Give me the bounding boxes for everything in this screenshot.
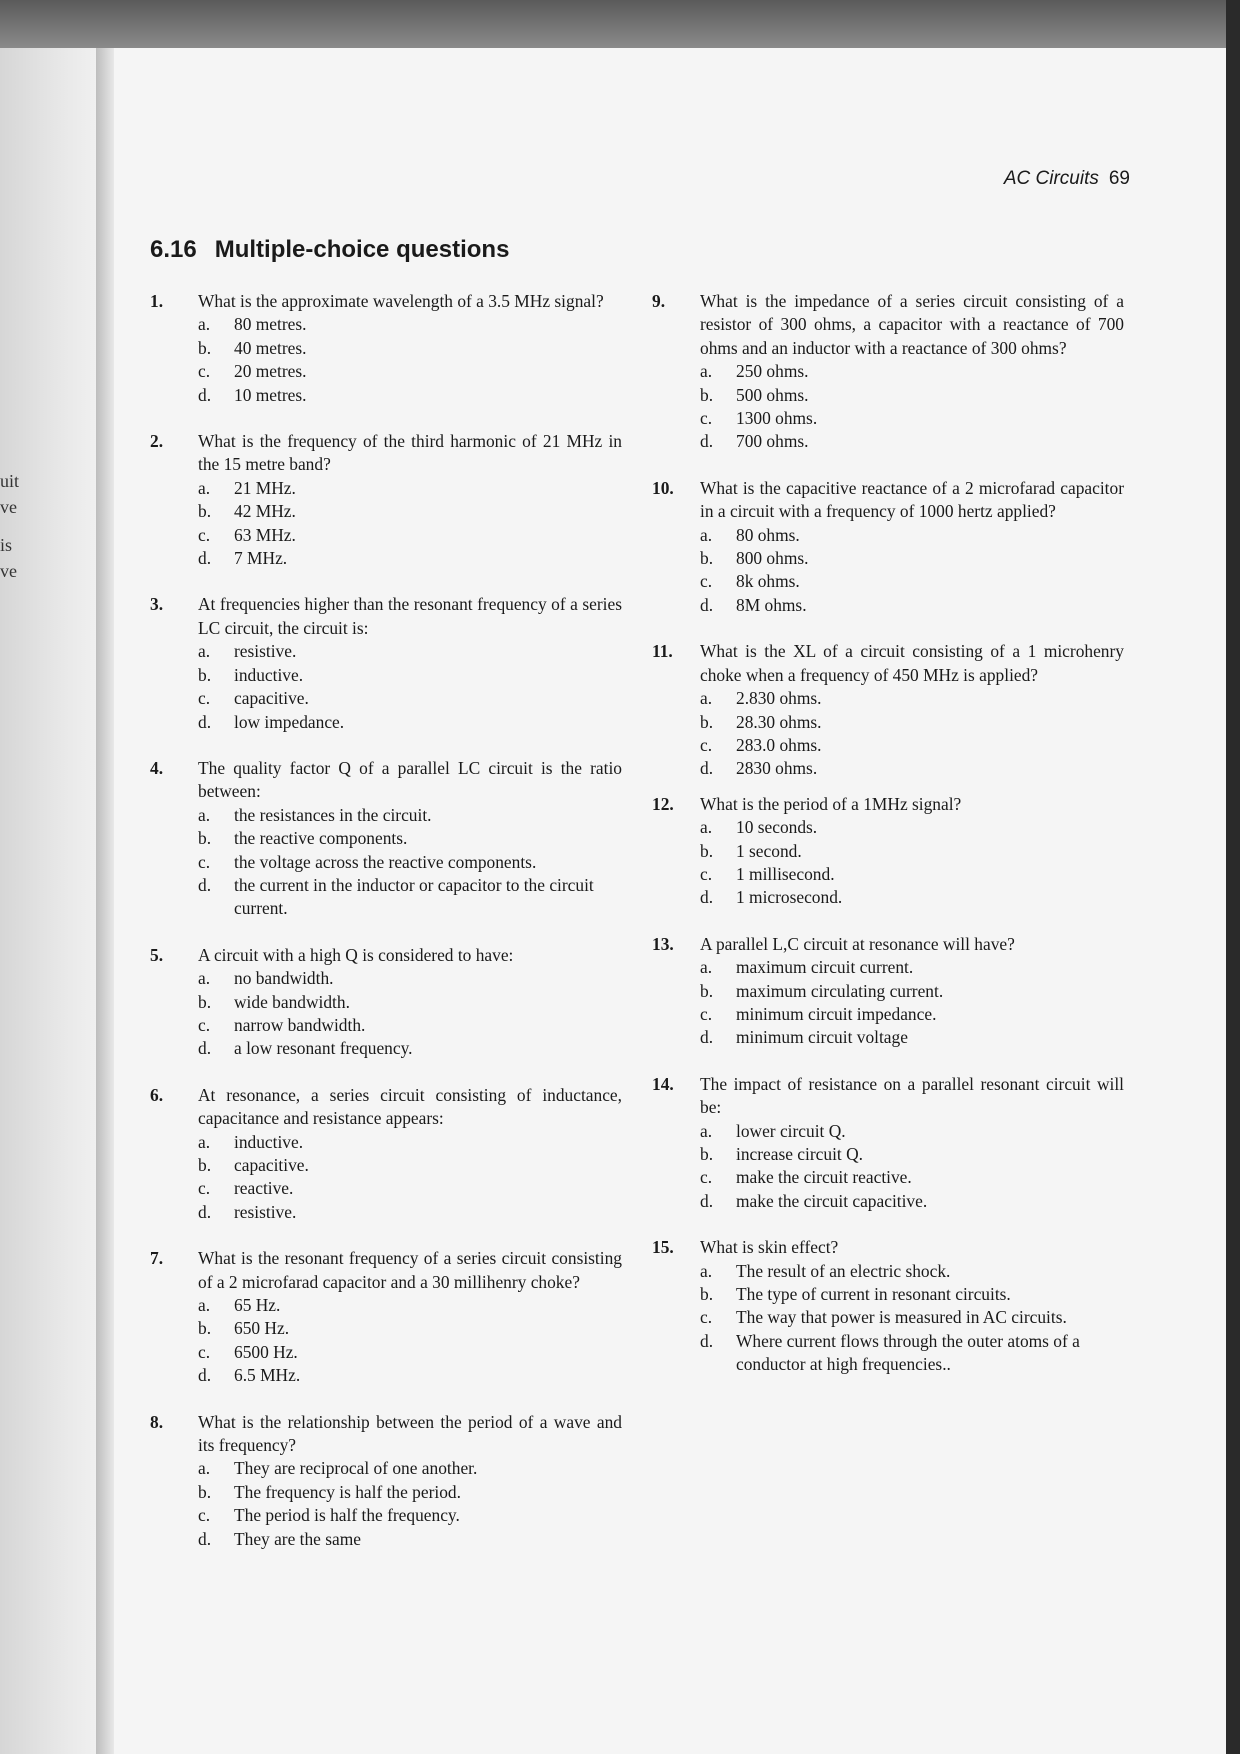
option-text: resistive. <box>234 1201 297 1222</box>
option-text: resistive. <box>234 641 297 662</box>
answer-option <box>198 1177 622 1200</box>
option-letter: a. <box>700 688 713 709</box>
option-letter: d. <box>198 711 212 732</box>
option-letter: c. <box>198 1178 211 1199</box>
answer-option <box>700 886 1124 909</box>
answer-option <box>198 804 622 827</box>
question-item <box>652 477 1124 617</box>
option-text: a low resonant frequency. <box>234 1038 413 1059</box>
option-letter: b. <box>700 840 714 861</box>
answer-option <box>700 1143 1124 1166</box>
question-item <box>150 1084 622 1224</box>
answer-option <box>198 1481 622 1504</box>
option-letter: c. <box>198 524 211 545</box>
option-text: the voltage across the reactive components. <box>234 851 537 872</box>
option-text: capacitive. <box>234 1155 309 1175</box>
answer-option <box>700 384 1124 407</box>
answer-option <box>198 687 622 710</box>
question-text: The quality factor Q of a parallel LC circuit is the ratio between: <box>198 757 622 802</box>
question-number: 15. <box>652 1237 674 1258</box>
answer-option <box>700 711 1124 734</box>
answer-option <box>198 1504 622 1527</box>
question-item <box>652 290 1124 454</box>
option-letter: a. <box>198 314 211 335</box>
question-item <box>652 1073 1124 1213</box>
answer-option <box>198 1364 622 1387</box>
option-letter: b. <box>198 828 212 849</box>
option-text: 10 metres. <box>234 384 307 405</box>
right-column <box>652 290 1124 1377</box>
question-text: What is the impedance of a series circuit consisting of a resistor of 300 ohms, a capacitor with a reactance of 700 ohms and an inductor with a reactance of 300 ohms? <box>700 291 1124 358</box>
option-letter: c. <box>198 1341 211 1362</box>
answer-option <box>700 1330 1124 1377</box>
answer-option <box>198 313 622 336</box>
answer-option <box>700 524 1124 547</box>
question-number: 6. <box>150 1084 164 1105</box>
answer-option <box>198 851 622 874</box>
answer-option <box>198 711 622 734</box>
option-letter: a. <box>700 524 713 545</box>
scanner-top-shadow <box>0 0 1240 48</box>
option-letter: c. <box>700 734 713 755</box>
answer-option <box>198 524 622 547</box>
answer-option <box>198 384 622 407</box>
answer-option <box>198 967 622 990</box>
answer-option <box>198 500 622 523</box>
question-text: What is the approximate wavelength of a 3.5 MHz signal? <box>198 291 604 311</box>
option-letter: a. <box>700 957 713 978</box>
answer-option <box>198 1037 622 1060</box>
question-number: 5. <box>150 944 164 965</box>
answer-option <box>700 1260 1124 1283</box>
option-text: 80 metres. <box>234 314 307 335</box>
question-text: What is the period of a 1MHz signal? <box>700 793 962 814</box>
option-letter: a. <box>700 1120 713 1141</box>
option-text: wide bandwidth. <box>234 991 350 1012</box>
option-text: 10 seconds. <box>736 817 818 838</box>
question-text: What is the resonant frequency of a series circuit consisting of a 2 microfarad capacitor and a 30 millihenry choke? <box>198 1248 622 1292</box>
option-letter: a. <box>198 1458 211 1479</box>
question-number: 14. <box>652 1073 674 1094</box>
option-text: minimum circuit voltage <box>736 1027 908 1048</box>
answer-option <box>700 407 1124 430</box>
answer-option <box>700 570 1124 593</box>
answer-option <box>700 816 1124 839</box>
option-letter: a. <box>198 641 211 662</box>
option-letter: c. <box>700 1307 713 1328</box>
answer-option <box>198 827 622 850</box>
answer-option <box>198 664 622 687</box>
question-text: The impact of resistance on a parallel resonant circuit will be: <box>700 1073 1124 1118</box>
question-number: 11. <box>652 641 673 662</box>
option-letter: b. <box>700 711 714 732</box>
option-letter: d. <box>198 1365 212 1386</box>
question-text: What is the XL of a circuit consisting of a 1 microhenry choke when a frequency of 450 MHz is applied? <box>700 641 1124 685</box>
option-letter: d. <box>198 1038 212 1059</box>
answer-option <box>198 1341 622 1364</box>
answer-option <box>700 1306 1124 1329</box>
option-letter: c. <box>700 571 713 592</box>
answer-option <box>700 734 1124 757</box>
option-letter: a. <box>700 1260 713 1281</box>
answer-option <box>700 1026 1124 1049</box>
answer-option <box>198 1317 622 1340</box>
question-number: 7. <box>150 1248 164 1269</box>
question-item <box>150 430 622 570</box>
option-text: The way that power is measured in AC circuits. <box>736 1307 1067 1328</box>
answer-option <box>198 1457 622 1480</box>
answer-option <box>198 1014 622 1037</box>
option-text: no bandwidth. <box>234 968 334 989</box>
option-letter: d. <box>700 758 714 779</box>
chapter-title: AC Circuits <box>1003 168 1099 189</box>
question-text: What is the capacitive reactance of a 2 microfarad capacitor in a circuit with a frequency of 1000 hertz applied? <box>700 477 1124 522</box>
answer-option <box>198 1294 622 1317</box>
option-letter: c. <box>198 361 211 382</box>
question-text: What is the relationship between the period of a wave and its frequency? <box>198 1411 622 1456</box>
option-text: 40 metres. <box>234 337 307 358</box>
option-text: 500 ohms. <box>736 384 809 405</box>
option-letter: b. <box>198 1155 212 1175</box>
option-text: 1 second. <box>736 840 802 861</box>
question-item <box>652 793 1124 910</box>
option-text: 80 ohms. <box>736 524 800 545</box>
question-number: 13. <box>652 933 674 954</box>
option-text: increase circuit Q. <box>736 1144 863 1164</box>
option-text: 65 Hz. <box>234 1295 281 1316</box>
option-text: maximum circuit current. <box>736 957 914 978</box>
answer-option <box>198 1131 622 1154</box>
question-number: 4. <box>150 757 164 778</box>
option-letter: b. <box>700 384 714 405</box>
option-text: capacitive. <box>234 688 309 709</box>
option-text: minimum circuit impedance. <box>736 1003 937 1024</box>
option-letter: d. <box>198 1528 212 1549</box>
option-letter: b. <box>700 1284 714 1305</box>
option-text: reactive. <box>234 1178 294 1199</box>
question-text: What is the frequency of the third harmonic of 21 MHz in the 15 metre band? <box>198 431 622 475</box>
option-letter: a. <box>700 817 713 838</box>
answer-option <box>700 840 1124 863</box>
answer-option <box>700 1166 1124 1189</box>
answer-option <box>700 757 1124 780</box>
option-letter: c. <box>700 1167 713 1188</box>
option-letter: d. <box>198 874 212 895</box>
question-number: 9. <box>652 291 666 311</box>
option-text: The period is half the frequency. <box>234 1505 460 1526</box>
option-letter: a. <box>198 804 211 825</box>
option-text: 20 metres. <box>234 361 307 382</box>
option-letter: c. <box>700 408 713 429</box>
option-letter: d. <box>700 1027 714 1048</box>
option-letter: b. <box>198 1318 212 1339</box>
answer-option <box>700 863 1124 886</box>
answer-option <box>198 1201 622 1224</box>
option-text: 6.5 MHz. <box>234 1365 301 1386</box>
question-item <box>150 290 622 407</box>
question-item <box>150 757 622 921</box>
option-letter: a. <box>700 361 713 382</box>
option-letter: b. <box>198 501 212 522</box>
option-text: 21 MHz. <box>234 477 296 498</box>
question-number: 2. <box>150 431 164 452</box>
option-letter: c. <box>198 688 211 709</box>
question-item <box>150 944 622 1061</box>
option-letter: a. <box>198 477 211 498</box>
option-letter: d. <box>700 1190 714 1211</box>
option-text: 1 microsecond. <box>736 887 843 908</box>
option-text: 63 MHz. <box>234 524 296 545</box>
option-letter: c. <box>700 1003 713 1024</box>
option-text: They are the same <box>234 1528 361 1549</box>
option-letter: b. <box>198 991 212 1012</box>
option-letter: b. <box>198 664 212 685</box>
option-text: the reactive components. <box>234 828 408 849</box>
option-letter: d. <box>700 1330 714 1351</box>
question-item <box>150 1411 622 1551</box>
answer-option <box>700 1190 1124 1213</box>
option-text: 8k ohms. <box>736 571 800 592</box>
option-text: 8M ohms. <box>736 594 807 615</box>
question-item <box>652 1236 1124 1376</box>
page-number: 69 <box>1108 168 1130 189</box>
option-text: 1 millisecond. <box>736 863 835 884</box>
option-text: 7 MHz. <box>234 548 288 569</box>
answer-option <box>700 1283 1124 1306</box>
scanner-right-edge <box>1226 0 1240 1754</box>
option-text: the resistances in the circuit. <box>234 804 432 825</box>
answer-option <box>198 1154 622 1177</box>
option-text: The frequency is half the period. <box>234 1481 461 1502</box>
question-number: 3. <box>150 594 164 615</box>
option-letter: c. <box>198 1505 211 1526</box>
option-text: low impedance. <box>234 711 345 732</box>
option-text: 700 ohms. <box>736 431 809 452</box>
option-text: 2830 ohms. <box>736 758 818 779</box>
option-text: 283.0 ohms. <box>736 734 822 755</box>
option-text: The type of current in resonant circuits. <box>736 1284 1011 1305</box>
option-letter: a. <box>198 968 211 989</box>
answer-option <box>700 547 1124 570</box>
option-letter: b. <box>700 1144 714 1164</box>
option-text: 650 Hz. <box>234 1318 290 1339</box>
question-text: What is skin effect? <box>700 1237 839 1258</box>
question-number: 1. <box>150 291 164 311</box>
option-text: 2.830 ohms. <box>736 688 822 709</box>
option-text: inductive. <box>234 664 304 685</box>
section-number: 6.16 <box>150 236 197 263</box>
question-text: A circuit with a high Q is considered to have: <box>198 944 514 965</box>
option-text: Where current flows through the outer atoms of a conductor at high frequencies.. <box>736 1330 1080 1375</box>
option-text: 1300 ohms. <box>736 408 818 429</box>
option-text: narrow bandwidth. <box>234 1014 366 1035</box>
option-letter: b. <box>700 548 714 569</box>
option-letter: d. <box>198 1201 212 1222</box>
option-letter: c. <box>198 1014 211 1035</box>
option-letter: d. <box>700 431 714 452</box>
running-header <box>1004 168 1130 190</box>
option-letter: b. <box>700 980 714 1001</box>
option-letter: c. <box>198 851 211 872</box>
option-text: make the circuit capacitive. <box>736 1190 928 1211</box>
option-letter: d. <box>198 384 212 405</box>
answer-option <box>700 360 1124 383</box>
answer-option <box>700 1120 1124 1143</box>
question-item <box>150 1247 622 1387</box>
facing-page-text: uit ve is ve <box>0 471 20 581</box>
answer-option <box>198 991 622 1014</box>
option-text: the current in the inductor or capacitor to the circuit current. <box>234 874 594 919</box>
option-text: inductive. <box>234 1131 304 1152</box>
option-letter: a. <box>198 1131 211 1152</box>
option-letter: c. <box>700 863 713 884</box>
option-letter: d. <box>198 548 212 569</box>
option-letter: a. <box>198 1295 211 1316</box>
answer-option <box>198 874 622 921</box>
book-gutter <box>96 48 114 1754</box>
option-letter: b. <box>198 337 212 358</box>
option-text: The result of an electric shock. <box>736 1260 951 1281</box>
answer-option <box>198 1528 622 1551</box>
option-text: 800 ohms. <box>736 548 809 569</box>
answer-option <box>198 547 622 570</box>
answer-option <box>700 687 1124 710</box>
question-item <box>652 933 1124 1050</box>
section-title: Multiple-choice questions <box>214 236 510 263</box>
question-number: 12. <box>652 793 674 814</box>
option-text: lower circuit Q. <box>736 1120 846 1141</box>
option-text: 42 MHz. <box>234 501 296 522</box>
question-number: 8. <box>150 1411 164 1432</box>
question-item <box>652 640 1124 780</box>
answer-option <box>700 430 1124 453</box>
option-letter: d. <box>700 594 714 615</box>
question-text: At frequencies higher than the resonant frequency of a series LC circuit, the circuit is: <box>198 594 622 638</box>
option-text: make the circuit reactive. <box>736 1167 912 1188</box>
section-heading <box>150 236 509 264</box>
left-column <box>150 290 622 1551</box>
option-text: 250 ohms. <box>736 361 809 382</box>
answer-option <box>700 980 1124 1003</box>
answer-option <box>198 477 622 500</box>
answer-option <box>700 956 1124 979</box>
option-text: maximum circulating current. <box>736 980 944 1001</box>
question-number: 10. <box>652 477 674 498</box>
option-letter: b. <box>198 1481 212 1502</box>
answer-option <box>198 360 622 383</box>
question-text: A parallel L,C circuit at resonance will have? <box>700 933 1015 954</box>
question-item <box>150 593 622 733</box>
option-text: They are reciprocal of one another. <box>234 1458 478 1479</box>
facing-page-edge <box>0 48 110 1754</box>
answer-option <box>198 640 622 663</box>
question-text: At resonance, a series circuit consisting of inductance, capacitance and resistance appears: <box>198 1084 622 1129</box>
option-text: 28.30 ohms. <box>736 711 822 732</box>
answer-option <box>700 594 1124 617</box>
answer-option <box>198 337 622 360</box>
option-letter: d. <box>700 887 714 908</box>
answer-option <box>700 1003 1124 1026</box>
option-text: 6500 Hz. <box>234 1341 298 1362</box>
